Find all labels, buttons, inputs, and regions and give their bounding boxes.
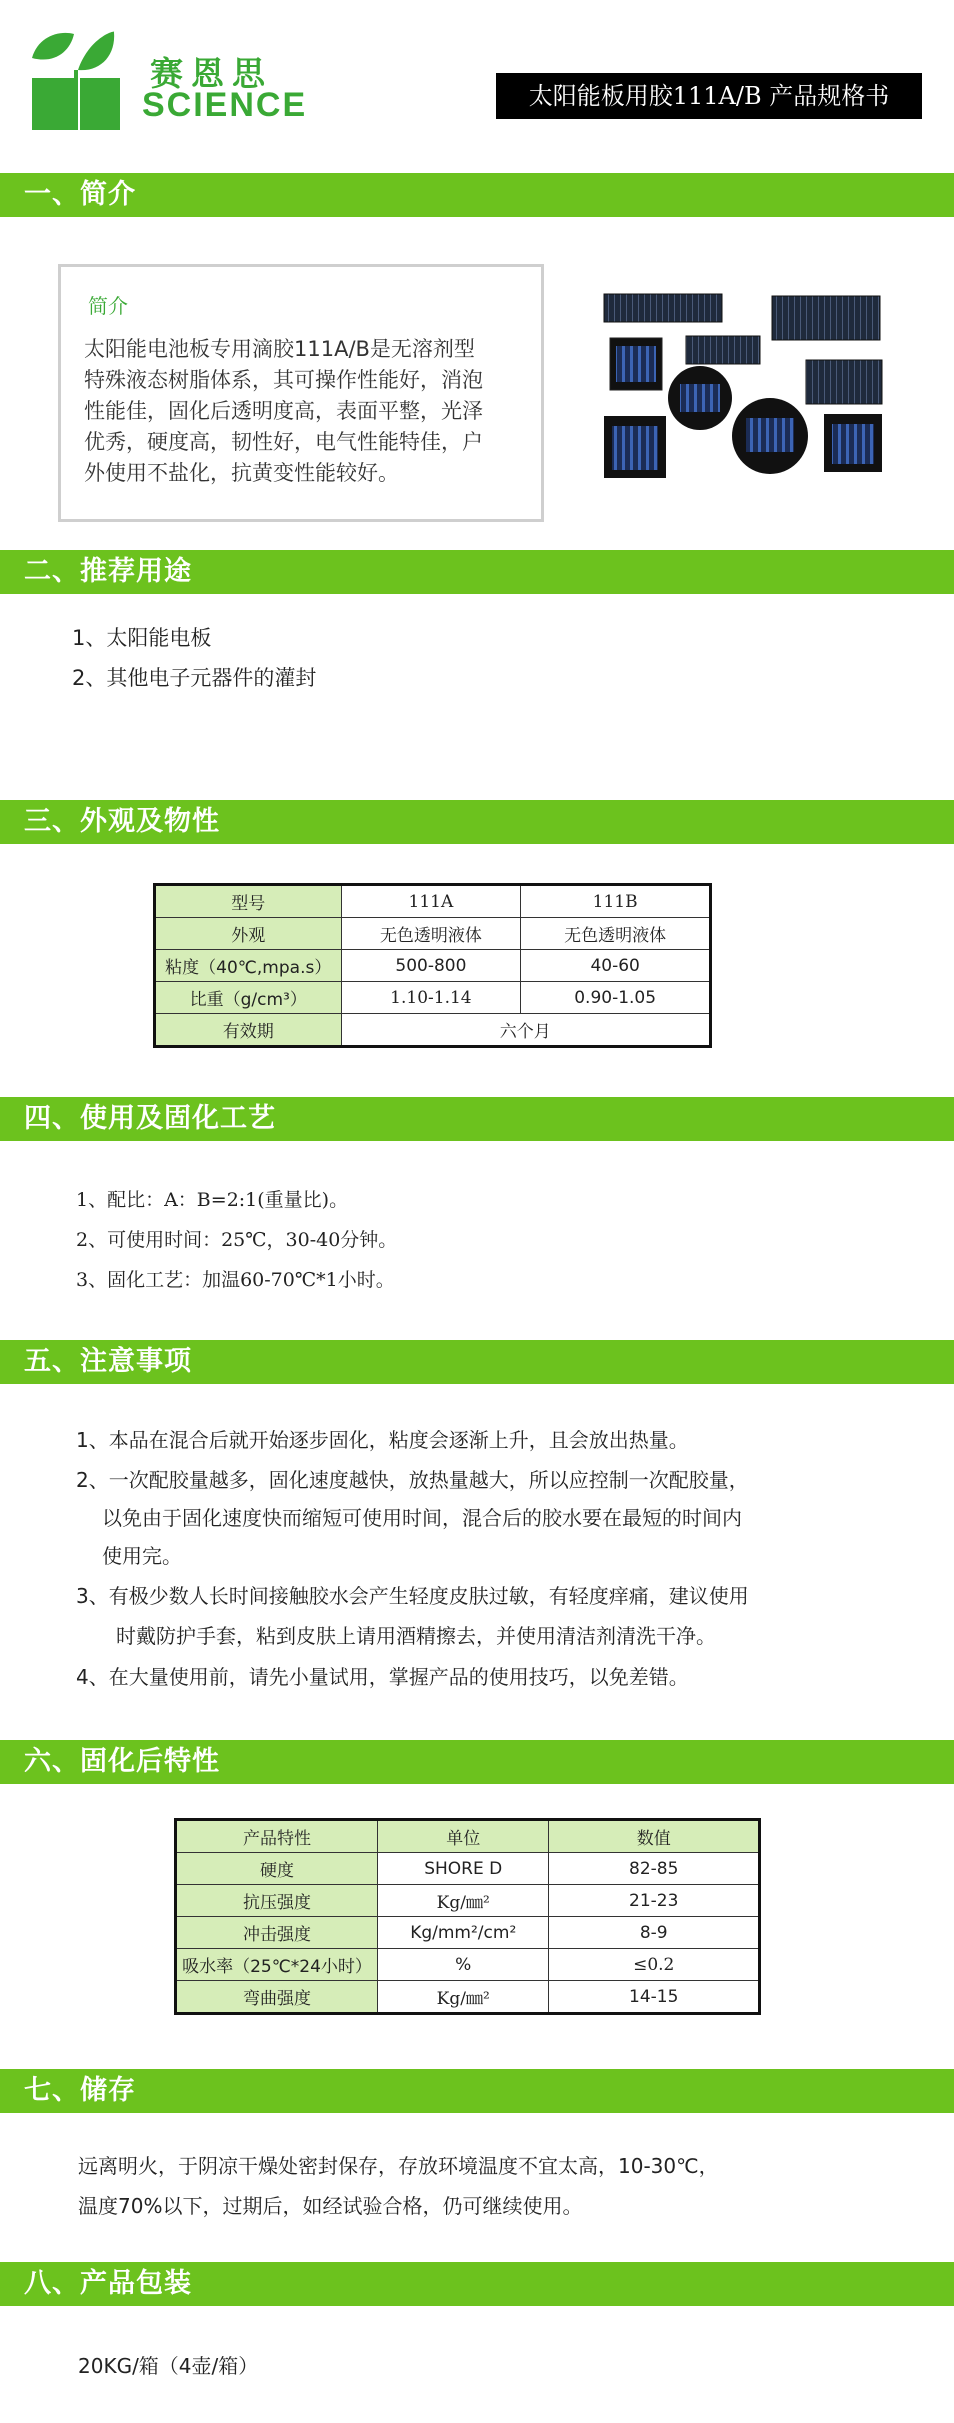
table-cell: Kg/㎜² [378, 1981, 549, 2014]
table-cell: 抗压强度 [176, 1885, 378, 1917]
note-line: 1、本品在混合后就开始逐步固化，粘度会逐渐上升，且会放出热量。 [76, 1428, 689, 1452]
storage-line: 温度70%以下，过期后，如经试验合格，仍可继续使用。 [78, 2194, 583, 2218]
section-title: 一、简介 [24, 179, 136, 210]
process-item: 2、可使用时间：25℃，30-40分钟。 [76, 1229, 398, 1251]
note-line: 使用完。 [102, 1544, 182, 1568]
table-cell: ≤0.2 [549, 1949, 760, 1981]
section-bar-uses [0, 550, 954, 594]
note-line: 时戴防护手套，粘到皮肤上请用酒精擦去，并使用清洁剂清洗干净。 [116, 1624, 716, 1648]
table-row [155, 950, 711, 982]
section-title: 三、外观及物性 [24, 806, 220, 837]
section-bar-properties [0, 800, 954, 844]
intro-line: 性能佳，固化后透明度高，表面平整，光泽 [84, 399, 483, 423]
intro-title: 简介 [88, 294, 128, 318]
table-cell: 外观 [155, 918, 342, 950]
table-cell: 82-85 [549, 1853, 760, 1885]
table-row [155, 1014, 711, 1047]
table-header-cell: 数值 [549, 1820, 760, 1853]
table-cell: 500-800 [341, 950, 521, 982]
brand-name-cn: 赛恩思 [150, 54, 273, 93]
intro-line: 特殊液态树脂体系，其可操作性能好，消泡 [84, 368, 483, 392]
table-row [176, 1917, 760, 1949]
table-header-cell: 型号 [155, 885, 342, 918]
table-row [176, 1949, 760, 1981]
intro-text [84, 334, 534, 489]
section-title: 六、固化后特性 [24, 1746, 220, 1777]
table-header-cell: 产品特性 [176, 1820, 378, 1853]
properties-table [153, 883, 712, 1048]
section-title: 八、产品包装 [24, 2268, 192, 2299]
table-cell: % [378, 1949, 549, 1981]
table-cell: 弯曲强度 [176, 1981, 378, 2014]
intro-line: 太阳能电池板专用滴胶111A/B是无溶剂型 [84, 337, 475, 361]
table-cell: 8-9 [549, 1917, 760, 1949]
table-header-cell: 111B [521, 885, 711, 918]
brand-name-en: SCIENCE [142, 86, 308, 124]
table-row [176, 1820, 760, 1853]
table-cell: 硬度 [176, 1853, 378, 1885]
table-cell: 吸水率（25℃*24小时） [176, 1949, 378, 1981]
solar-panels-image [596, 288, 906, 488]
table-cell: 无色透明液体 [521, 918, 711, 950]
table-row [176, 1981, 760, 2014]
storage-line: 远离明火，于阴凉干燥处密封保存，存放环境温度不宜太高，10-30℃， [78, 2154, 719, 2178]
table-cell: 14-15 [549, 1981, 760, 2014]
table-cell: SHORE D [378, 1853, 549, 1885]
table-row [155, 982, 711, 1014]
intro-line: 外使用不盐化，抗黄变性能较好。 [84, 461, 399, 485]
section-bar-process [0, 1097, 954, 1141]
intro-line: 优秀，硬度高，韧性好，电气性能特佳，户 [84, 430, 483, 454]
process-item: 3、固化工艺：加温60-70℃*1小时。 [76, 1269, 395, 1291]
table-cell: 40-60 [521, 950, 711, 982]
section-bar-notes [0, 1340, 954, 1384]
section-title: 五、注意事项 [24, 1346, 192, 1377]
packaging-text: 20KG/箱（4壶/箱） [78, 2354, 259, 2378]
section-bar-storage [0, 2069, 954, 2113]
section-bar-cured [0, 1740, 954, 1784]
leaf-logo-icon [30, 30, 150, 135]
document-title: 太阳能板用胶111A/B 产品规格书 [496, 73, 922, 119]
note-line: 2、一次配胶量越多，固化速度越快，放热量越大，所以应控制一次配胶量， [76, 1468, 749, 1492]
section-title: 二、推荐用途 [24, 556, 192, 587]
table-cell: 0.90-1.05 [521, 982, 711, 1014]
process-item: 1、配比：A：B=2:1(重量比)。 [76, 1189, 349, 1211]
section-bar-intro [0, 173, 954, 217]
table-cell: 粘度（40℃,mpa.s） [155, 950, 342, 982]
section-bar-packaging [0, 2262, 954, 2306]
table-cell: 有效期 [155, 1014, 342, 1047]
table-header-cell: 单位 [378, 1820, 549, 1853]
note-line: 以免由于固化速度快而缩短可使用时间，混合后的胶水要在最短的时间内 [102, 1506, 742, 1530]
table-row [155, 885, 711, 918]
note-line: 3、有极少数人长时间接触胶水会产生轻度皮肤过敏，有轻度痒痛，建议使用 [76, 1584, 749, 1608]
table-row [176, 1885, 760, 1917]
table-cell: Kg/mm²/cm² [378, 1917, 549, 1949]
table-header-cell: 111A [341, 885, 521, 918]
section-title: 七、储存 [24, 2075, 136, 2106]
table-cell: 比重（g/cm³） [155, 982, 342, 1014]
note-line: 4、在大量使用前，请先小量试用，掌握产品的使用技巧，以免差错。 [76, 1665, 689, 1689]
table-cell: 21-23 [549, 1885, 760, 1917]
table-row [176, 1853, 760, 1885]
use-item: 2、其他电子元器件的灌封 [72, 666, 317, 690]
table-cell: Kg/㎜² [378, 1885, 549, 1917]
table-row [155, 918, 711, 950]
cured-properties-table [174, 1818, 761, 2015]
use-item: 1、太阳能电板 [72, 626, 212, 650]
table-cell: 无色透明液体 [341, 918, 521, 950]
table-cell: 六个月 [341, 1014, 710, 1047]
section-title: 四、使用及固化工艺 [24, 1103, 276, 1134]
table-cell: 冲击强度 [176, 1917, 378, 1949]
table-cell: 1.10-1.14 [341, 982, 521, 1014]
